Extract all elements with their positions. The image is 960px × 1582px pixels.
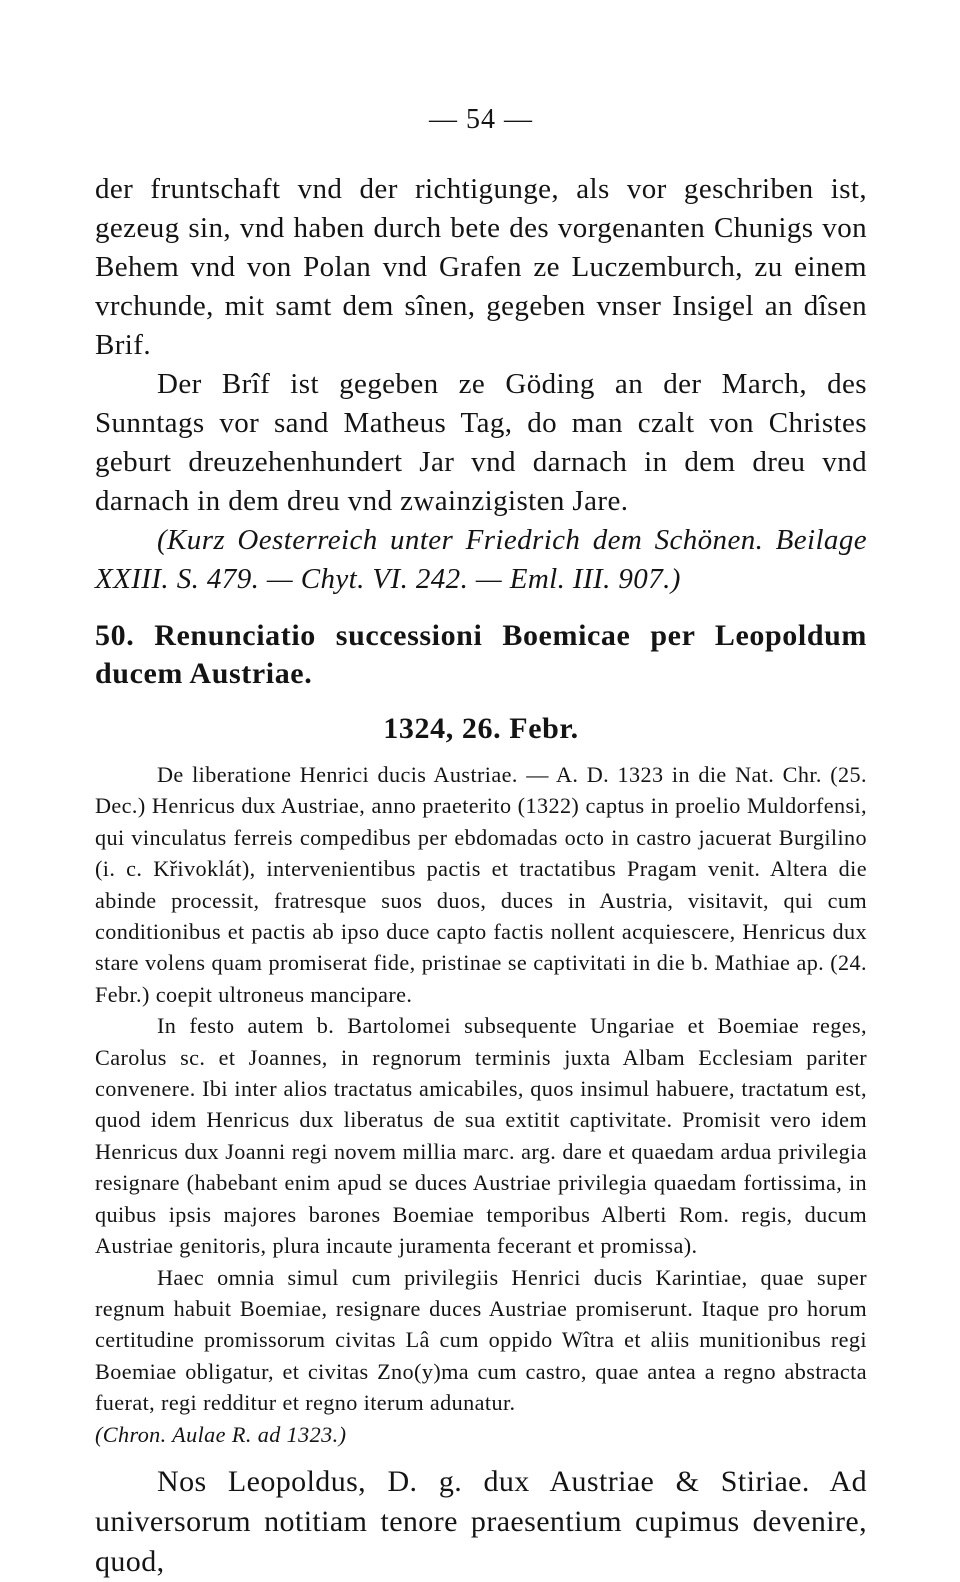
chronicle-paragraph-1: De liberatione Henrici ducis Austriae. — A. D. 1323 in die Nat. Chr. (25. Dec.) Henricus dux Austriae, anno praeterito (1322) captus in proelio Muldorfensi, qui vinculatus ferreis compedibus per ebdomadas octo in castro jacuerat Burgilino (i. c. Křivoklát), intervenientibus pactis et tractatibus Pragam venit. Altera die abinde processit, fratresque suos duos, duces in Austria, visitavit, qui cum conditionibus et pactis ab ipso duce capto factis nollent acquiescere, Henricus dux stare volens quam promiserat fide, pristinae se captivitati in die b. Mathiae ap. (24. Febr.) coepit ultroneus mancipare.: [95, 762, 867, 1007]
document-date: 1324, 26. Febr.: [383, 712, 579, 745]
document-heading: 50. Renunciatio successioni Boemicae per Leopoldum ducem Austriae.: [95, 619, 867, 690]
document-page: [95, 100, 867, 1582]
chronicle-paragraph-3: Haec omnia simul cum privilegiis Henrici ducis Karintiae, quae super regnum habuit Boemiae, resignare duces Austriae promiserunt. Itaque pro horum certitudine promissorum civitas Lâ cum oppido Wîtra et aliis munitionibus regi Boemiae obligatur, et civitas Zno(y)ma cum castro, quae antea a regno abstracta fuerat, regi redditur et regno iterum adunatur.: [95, 1264, 867, 1416]
source-citation: (Kurz Oesterreich unter Friedrich dem Schönen. Beilage XXIII. S. 479. — Chyt. VI. 242. — Eml. III. 907.): [95, 524, 867, 595]
chronicle-citation: (Chron. Aulae R. ad 1323.): [95, 1421, 347, 1447]
chronicle-paragraph-2: In festo autem b. Bartolomei subsequente Ungariae et Boemiae reges, Carolus sc. et Joannes, in regnorum terminis juxta Albam Ecclesiam pariter convenere. Ibi inter alios tractatus amicabiles, quos insimul habuere, tractatum est, quod idem Henricus dux liberatus de sua extitit captivitate. Promisit vero idem Henricus dux Joanni regi novem millia marc. arg. dare et quaedam ardua privilegia resignare (habebant enim apud se duces Austriae privilegia quaedam fortissima, in quibus ipsis majores barones Boemiae temporibus Alberti Rom. regis, ducum Austriae genitoris, plura incaute juramenta fecerant et promissa).: [95, 1013, 867, 1259]
charter-dating-clause: Der Brîf ist gegeben ze Göding an der March, des Sunntags vor sand Matheus Tag, do man czalt von Christes geburt dreuzehenhundert Jar vnd darnach in dem dreu vnd darnach in dem dreu vnd zwainzigisten Jare.: [95, 368, 867, 517]
charter-opening: Nos Leopoldus, D. g. dux Austriae & Stiriae. Ad universorum notitiam tenore praesentium cupimus devenire, quod,: [95, 1464, 867, 1578]
page-number: — 54 —: [429, 104, 533, 135]
charter-text-end: der fruntschaft vnd der richtigunge, als vor geschriben ist, gezeug sin, vnd haben durch bete des vorgenanten Chunigs von Behem vnd von Polan vnd Grafen ze Luczemburch, zu einem vrchunde, mit samt dem sînen, gegeben vnser Insigel an dîsen Brif.: [95, 173, 867, 361]
